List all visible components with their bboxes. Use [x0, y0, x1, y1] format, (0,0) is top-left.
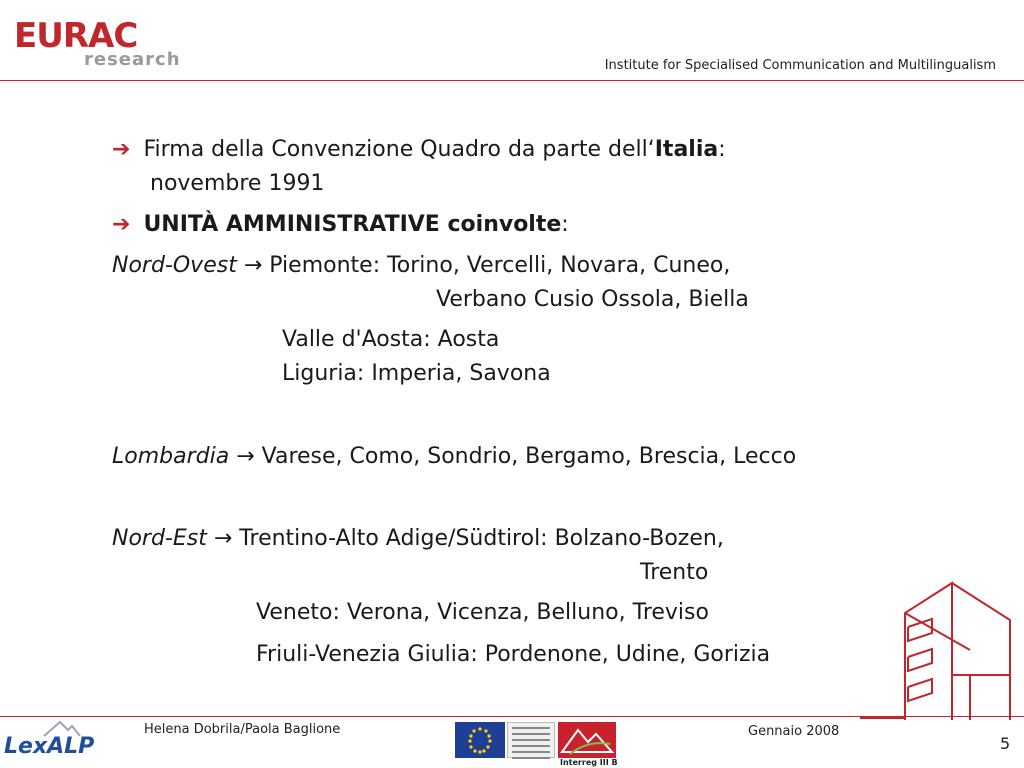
nord-ovest-line	[112, 249, 730, 283]
eu-funding-note	[507, 722, 555, 758]
page-number: 5	[1000, 734, 1011, 753]
alpine-space-icon	[558, 722, 616, 758]
bullet-1-text-pre: Firma della Convenzione Quadro da parte dell‘	[143, 137, 655, 162]
liguria-text: Liguria: Imperia, Savona	[282, 361, 551, 386]
arrow-glyph: →	[213, 526, 233, 551]
piemonte-text-line-2: Verbano Cusio Ossola, Biella	[436, 287, 749, 312]
arrow-glyph: →	[236, 444, 255, 469]
interreg-label: Interreg III B	[560, 758, 618, 767]
footer-divider	[0, 716, 1024, 717]
arrow-glyph: →	[243, 253, 263, 278]
lombardia-text: Varese, Como, Sondrio, Bergamo, Brescia, Lecco	[261, 444, 797, 469]
bullet-2	[112, 208, 569, 242]
trentino-text-line-2: Trento	[640, 560, 709, 585]
footer-date: Gennaio 2008	[748, 724, 840, 739]
alpine-space-logo	[558, 722, 616, 758]
bullet-1	[112, 133, 726, 167]
eu-stars-icon	[455, 722, 505, 758]
veneto-text: Veneto: Verona, Vicenza, Belluno, Treviso	[256, 600, 709, 625]
nord-ovest-label: Nord-Ovest	[112, 253, 237, 278]
bullet-2-text-bold: UNITÀ AMMINISTRATIVE coinvolte	[143, 212, 562, 237]
lombardia-label: Lombardia	[112, 444, 230, 469]
trentino-text: Trentino-Alto Adige/Südtirol: Bolzano-Bozen,	[239, 526, 724, 551]
eu-flag-icon	[455, 722, 505, 758]
institute-subtitle: Institute for Specialised Communication and Multilingualism	[604, 58, 996, 73]
building-illustration	[860, 575, 1020, 720]
arrow-right-icon: ➔	[112, 137, 131, 162]
lexalp-logo	[4, 720, 114, 766]
bullet-1-text-bold: Italia	[654, 137, 719, 162]
valle-aosta-text: Valle d'Aosta: Aosta	[282, 327, 500, 352]
lexalp-logo-text: LexALP	[4, 734, 95, 759]
nord-est-line	[112, 522, 724, 556]
bullet-1-text-post: :	[718, 137, 726, 162]
friuli-text: Friuli-Venezia Giulia: Pordenone, Udine, Gorizia	[256, 642, 771, 667]
footer-authors: Helena Dobrila/Paola Baglione	[144, 722, 341, 737]
lombardia-line	[112, 440, 796, 474]
bullet-1-line-2: novembre 1991	[150, 171, 325, 196]
piemonte-text: Piemonte: Torino, Vercelli, Novara, Cuneo,	[269, 253, 731, 278]
eurac-logo-research: research	[84, 49, 181, 70]
eurac-logo-text: EURAC	[14, 16, 138, 56]
nord-est-label: Nord-Est	[112, 526, 207, 551]
eurac-logo	[14, 14, 204, 74]
arrow-right-icon: ➔	[112, 212, 131, 237]
header-divider	[0, 80, 1024, 81]
bullet-2-text-post: :	[561, 212, 569, 237]
